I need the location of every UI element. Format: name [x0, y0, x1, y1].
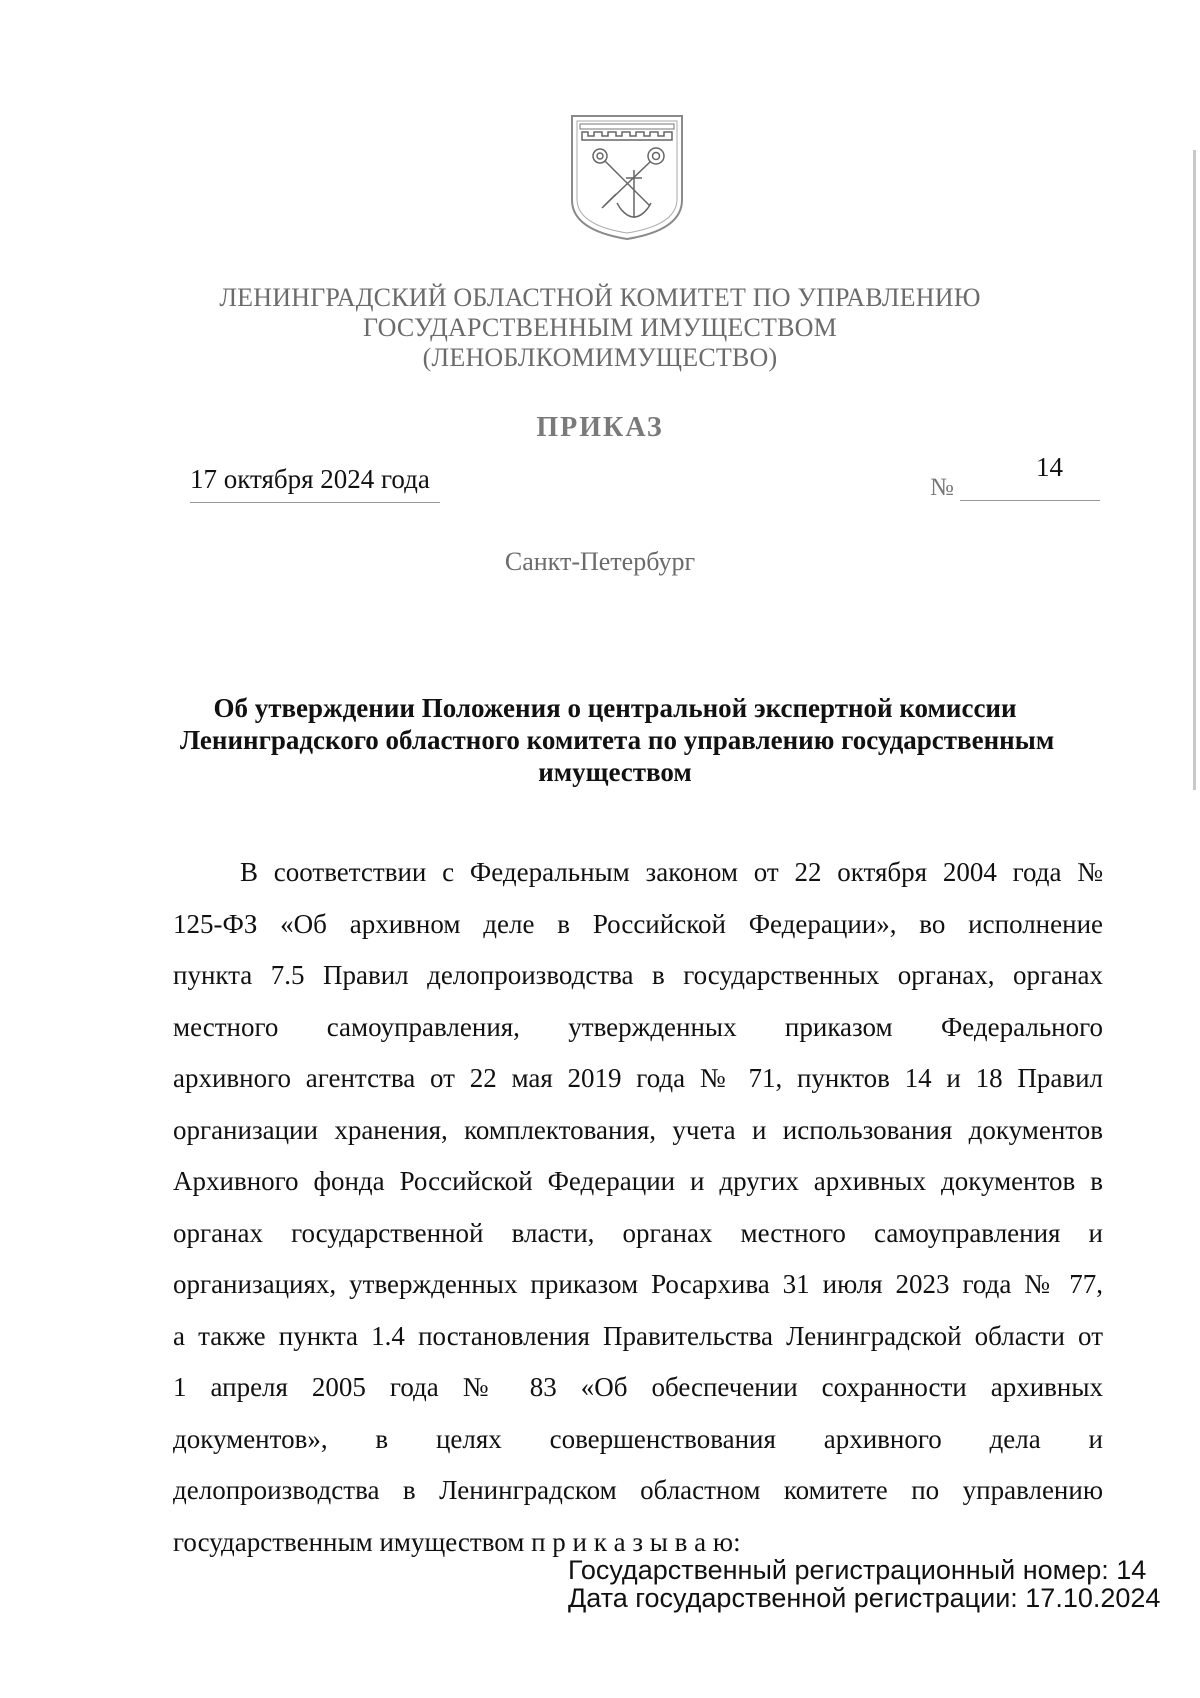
- body-line: государственным имуществом п р и к а з ы в а ю:: [173, 1527, 741, 1557]
- order-subject-line-3: имуществом: [538, 757, 692, 787]
- leningrad-oblast-coat-of-arms-icon: [568, 112, 686, 242]
- organization-name-line-2: ГОСУДАРСТВЕННЫМ ИМУЩЕСТВОМ: [363, 313, 837, 342]
- body-line: организациях, утвержденных приказом Росархива 31 июля 2023 года № 77,: [173, 1269, 1103, 1299]
- order-subject-line-2: Ленинградского областного комитета по управлению государственным: [180, 725, 1055, 755]
- organization-name-line-1: ЛЕНИНГРАДСКИЙ ОБЛАСТНОЙ КОМИТЕТ ПО УПРАВЛЕНИЮ: [219, 283, 981, 312]
- body-line: местного самоуправления, утвержденных приказом Федерального: [173, 1012, 1103, 1042]
- body-line: организации хранения, комплектования, учета и использования документов: [173, 1115, 1103, 1145]
- order-number: 14: [1036, 452, 1063, 482]
- body-line: а также пункта 1.4 постановления Правительства Ленинградской области от: [173, 1321, 1103, 1351]
- organization-name-line-3: (ЛЕНОБЛКОМИМУЩЕСТВО): [422, 343, 778, 372]
- scan-edge: [1193, 150, 1196, 790]
- body-line: архивного агентства от 22 мая 2019 года № 71, пунктов 14 и 18 Правил: [173, 1063, 1103, 1093]
- body-line: делопроизводства в Ленинградском областном комитете по управлению: [173, 1475, 1103, 1505]
- date-underline: [190, 502, 440, 503]
- number-underline: [960, 500, 1100, 501]
- registration-number: Государственный регистрационный номер: 14: [568, 1555, 1147, 1585]
- registration-date: Дата государственной регистрации: 17.10.2024: [568, 1583, 1161, 1613]
- order-subject: [180, 692, 1055, 788]
- organization-name: [0, 283, 1200, 373]
- order-subject-line-1: Об утверждении Положения о центральной экспертной комиссии: [213, 693, 1017, 723]
- body-line: органах государственной власти, органах местного самоуправления и: [173, 1218, 1103, 1248]
- body-line: документов», в целях совершенствования архивного дела и: [173, 1424, 1103, 1454]
- registration-stamp: [568, 1556, 1160, 1612]
- body-line: 1 апреля 2005 года № 83 «Об обеспечении сохранности архивных: [173, 1372, 1103, 1402]
- number-sign: №: [930, 474, 954, 501]
- body-line: Архивного фонда Российской Федерации и других архивных документов в: [173, 1166, 1103, 1196]
- body-line: В соответствии с Федеральным законом от 22 октября 2004 года №: [240, 857, 1103, 887]
- city: Санкт-Петербург: [504, 547, 696, 576]
- document-type: ПРИКАЗ: [536, 412, 664, 443]
- order-date: 17 октября 2024 года: [190, 464, 430, 494]
- body-line: пункта 7.5 Правил делопроизводства в государственных органах, органах: [173, 960, 1103, 990]
- body-line: 125-ФЗ «Об архивном деле в Российской Федерации», во исполнение: [173, 909, 1103, 939]
